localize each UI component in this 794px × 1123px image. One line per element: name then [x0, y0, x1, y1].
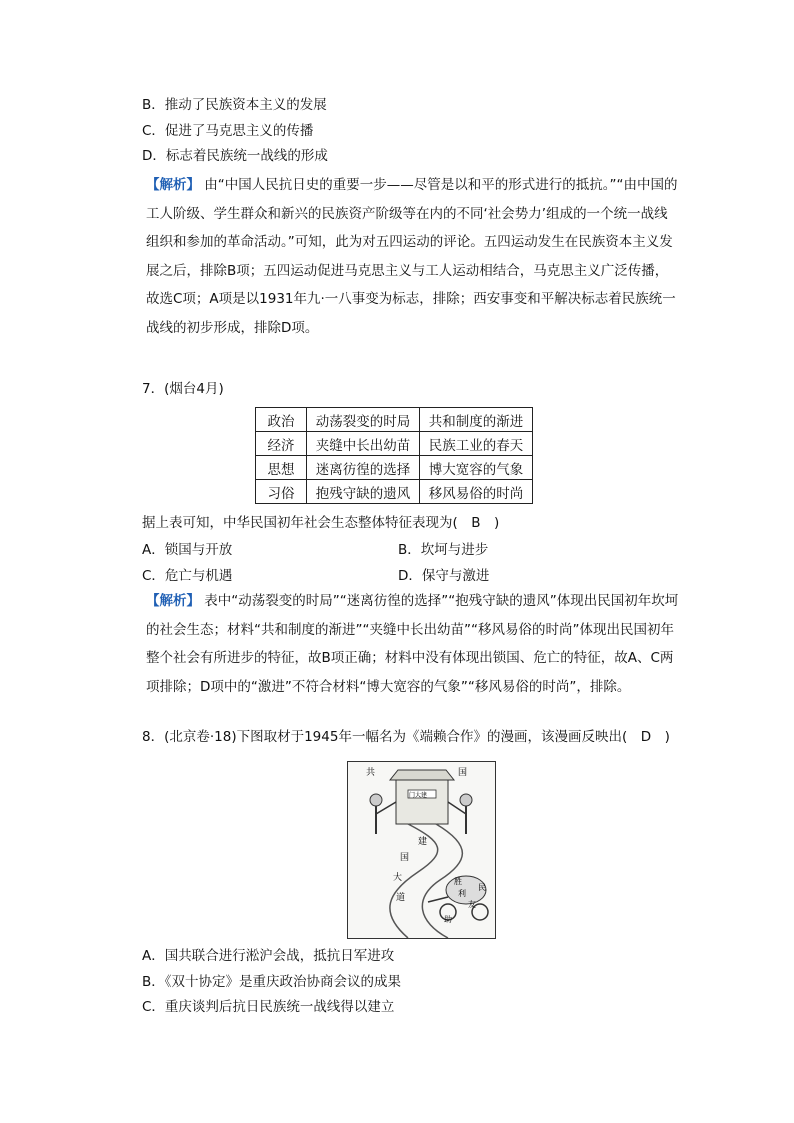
- q6-option-b: B．推动了民族资本主义的发展: [142, 97, 327, 113]
- cartoon-label: 门大建: [409, 792, 428, 799]
- q7-stem: 据上表可知，中华民国初年社会生态整体特征表现为( B ): [142, 515, 500, 531]
- q7-option-b: B．坎坷与进步: [398, 542, 489, 558]
- q7-header: 7．(烟台4月): [142, 381, 224, 397]
- table-cell: 抱残守缺的遗风: [307, 480, 420, 504]
- cartoon-label: 助: [444, 915, 452, 924]
- q7-option-c: C．危亡与机遇: [142, 568, 233, 584]
- table-cell: 共和制度的渐进: [420, 408, 533, 432]
- table-cell: 习俗: [256, 480, 307, 504]
- table-cell: 政治: [256, 408, 307, 432]
- q8-option-c: C．重庆谈判后抗日民族统一战线得以建立: [142, 999, 395, 1015]
- cartoon-label: 国: [458, 768, 468, 778]
- q7-analysis: [114, 587, 680, 701]
- q8-option-a: A．国共联合进行淞沪会战，抵抗日军进攻: [142, 948, 395, 964]
- table-row: [256, 480, 533, 504]
- cartoon-label: 友: [468, 900, 476, 909]
- table-cell: 博大宽容的气象: [420, 456, 533, 480]
- q7-table: [255, 407, 533, 504]
- q6-option-c: C．促进了马克思主义的传播: [142, 123, 314, 139]
- q6-analysis-text: 由“中国人民抗日史的重要一步——尽管是以和平的形式进行的抵抗。”“由中国的工人阶级、学生群众和新兴的民族资产阶级等在内的不同‘社会势力’组成的一个统一战线组织和参加的革命活动。”可知，此为对五四运动的评论。五四运动发生在民族资本主义发展之后，排除B项；五四运动促进马克思主义与工人运动相结合，马克思主义广泛传播，故选C项；A项是以1931年九·一八事变为标志，排除；西安事变和平解决标志着民族统一战线的初步形成，排除D项。: [146, 177, 678, 336]
- table-cell: 迷离彷徨的选择: [307, 456, 420, 480]
- q8-option-b: B．《双十协定》是重庆政治协商会议的成果: [142, 974, 402, 990]
- table-cell: 思想: [256, 456, 307, 480]
- table-row: [256, 432, 533, 456]
- cartoon-label: 共: [366, 768, 376, 778]
- q7-analysis-text: 表中“动荡裂变的时局”“迷离彷徨的选择”“抱残守缺的遗风”体现出民国初年坎坷的社会生态；材料“共和制度的渐进”“夹缝中长出幼苗”“移风易俗的时尚”体现出民国初年整个社会有所进步的特征，故B项正确；材料中没有体现出锁国、危亡的特征，故A、C两项排除；D项中的“激进”不符合材料“博大宽容的气象”“移风易俗的时尚”，排除。: [146, 593, 679, 695]
- table-row: [256, 456, 533, 480]
- cartoon-label: 国: [400, 853, 410, 863]
- table-cell: 经济: [256, 432, 307, 456]
- table-cell: 动荡裂变的时局: [307, 408, 420, 432]
- q6-option-d: D．标志着民族统一战线的形成: [142, 148, 328, 164]
- q6-analysis: [114, 171, 680, 343]
- analysis-tag: 【解析】: [146, 177, 200, 193]
- cartoon-label: 道: [396, 893, 406, 903]
- cartoon-image: [347, 761, 496, 939]
- cartoon-label: 大: [393, 873, 403, 883]
- cartoon-label: 利: [458, 889, 466, 898]
- cartoon-label: 胜: [454, 877, 462, 886]
- q7-option-a: A．锁国与开放: [142, 542, 233, 558]
- table-cell: 民族工业的春天: [420, 432, 533, 456]
- analysis-tag: 【解析】: [146, 593, 200, 609]
- cartoon-label: 建: [418, 837, 428, 847]
- cartoon-drawing: [348, 762, 495, 938]
- table-row: [256, 408, 533, 432]
- table-cell: 移风易俗的时尚: [420, 480, 533, 504]
- q7-option-d: D．保守与激进: [398, 568, 490, 584]
- table-cell: 夹缝中长出幼苗: [307, 432, 420, 456]
- cartoon-label: 民: [478, 883, 486, 892]
- q8-stem: 8．(北京卷·18)下图取材于1945年一幅名为《端赖合作》的漫画，该漫画反映出( D ): [142, 729, 670, 745]
